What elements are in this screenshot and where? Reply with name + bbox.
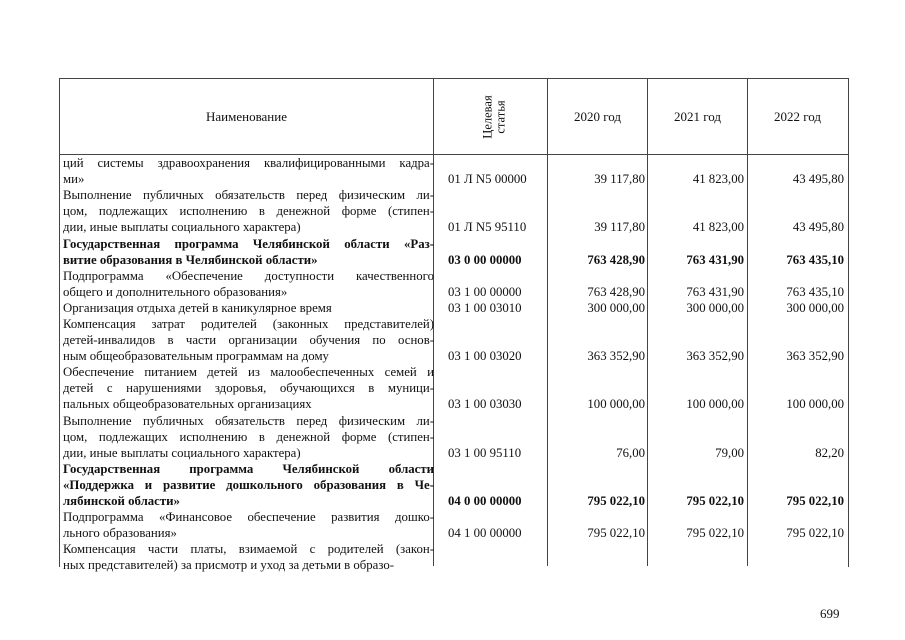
- row-2021: 795 022,10: [686, 526, 744, 541]
- header-2022: 2022 год: [774, 108, 821, 124]
- row-code: 03 1 00 95110: [448, 445, 522, 460]
- header-article: [444, 79, 546, 154]
- row-code: 01 Л N5 95110: [448, 220, 527, 235]
- row-name-line: льного образования»: [63, 526, 177, 541]
- row-name-line: Обеспечение питанием детей из малообеспеченных семей и: [63, 365, 434, 380]
- row-name-line: Компенсация части платы, взимаемой с родителей (закон-: [63, 542, 434, 557]
- row-name-line: Компенсация затрат родителей (законных представителей): [63, 317, 434, 331]
- row-2021: 100 000,00: [686, 397, 744, 412]
- row-name-line: ных представителей) за присмотр и уход за детьми в образо-: [63, 558, 395, 573]
- table-row: [60, 300, 846, 316]
- row-2020: 39 117,80: [594, 172, 645, 187]
- row-name: [63, 364, 434, 412]
- row-name-line: пальных общеобразовательных организациях: [63, 397, 312, 412]
- row-2022: 795 022,10: [786, 526, 844, 541]
- row-2020: 763 428,90: [587, 252, 645, 267]
- row-code: 04 0 00 00000: [448, 494, 522, 509]
- table-row: [60, 461, 846, 509]
- row-name-line: Государственная программа Челябинской области: [63, 461, 434, 476]
- row-code: 01 Л N5 00000: [448, 172, 527, 187]
- row-2022: 43 495,80: [792, 220, 844, 235]
- row-name: [63, 236, 434, 268]
- row-2022: 43 495,80: [792, 172, 844, 187]
- row-2021: 763 431,90: [686, 252, 744, 267]
- row-name-line: Организация отдыха детей в каникулярное время: [63, 300, 332, 315]
- row-2021: 363 352,90: [686, 349, 744, 364]
- row-name-line: общего и дополнительного образования»: [63, 284, 288, 299]
- row-name: [63, 187, 434, 235]
- row-name-line: дии, иные выплаты социального характера): [63, 445, 301, 460]
- row-name-line: цом, подлежащих исполнению в денежной форме (стипен-: [63, 204, 434, 219]
- row-2022: 763 435,10: [786, 284, 844, 299]
- row-name-line: детей-инвалидов в части организации обучения по основ-: [63, 333, 434, 348]
- row-2020: 39 117,80: [594, 220, 645, 235]
- row-name: [63, 268, 434, 300]
- row-2020: 100 000,00: [587, 397, 645, 412]
- row-2022: 795 022,10: [786, 494, 844, 509]
- header-article-line1: Целевая: [481, 94, 495, 139]
- row-name-line: витие образования в Челябинской области»: [63, 252, 318, 267]
- row-name: [63, 300, 434, 316]
- row-name-line: Выполнение публичных обязательств перед физическим ли-: [63, 188, 434, 203]
- table-row: [60, 509, 846, 541]
- row-2020: 300 000,00: [587, 300, 645, 315]
- header-2021: 2021 год: [674, 108, 721, 124]
- row-name-line: Государственная программа Челябинской области «Раз-: [63, 236, 434, 251]
- row-name: [63, 541, 434, 573]
- row-code: 03 1 00 03020: [448, 349, 522, 364]
- row-2021: 41 823,00: [692, 220, 744, 235]
- row-name-line: лябинской области»: [63, 494, 180, 509]
- row-name-line: Подпрограмма «Финансовое обеспечение развития дошко-: [63, 510, 434, 525]
- row-name-line: ми»: [63, 172, 85, 187]
- row-2021: 79,00: [715, 445, 744, 460]
- row-name: [63, 413, 434, 461]
- table-row: [60, 364, 846, 412]
- row-name-line: цом, подлежащих исполнению в денежной форме (стипен-: [63, 429, 434, 444]
- row-2022: 300 000,00: [786, 300, 844, 315]
- row-code: 03 0 00 00000: [448, 252, 522, 267]
- row-name: [63, 155, 434, 187]
- page-number: 699: [820, 606, 840, 621]
- table-row: [60, 187, 846, 235]
- row-2021: 763 431,90: [686, 284, 744, 299]
- row-name: [63, 316, 434, 364]
- row-2020: 363 352,90: [587, 349, 645, 364]
- row-name-line: Выполнение публичных обязательств перед физическим ли-: [63, 413, 434, 428]
- row-2022: 82,20: [815, 445, 844, 460]
- row-code: 03 1 00 03030: [448, 397, 522, 412]
- row-2020: 795 022,10: [587, 494, 645, 509]
- header-name: Наименование: [206, 108, 287, 124]
- row-2020: 76,00: [616, 445, 645, 460]
- row-name-line: ций системы здравоохранения квалифицированными кадра-: [63, 156, 434, 170]
- row-2020: 795 022,10: [587, 526, 645, 541]
- row-2022: 763 435,10: [786, 252, 844, 267]
- table-row: [60, 236, 846, 268]
- row-2020: 763 428,90: [587, 284, 645, 299]
- row-2021: 41 823,00: [692, 172, 744, 187]
- header-2020: 2020 год: [574, 108, 621, 124]
- row-2022: 100 000,00: [786, 397, 844, 412]
- table-row: [60, 316, 846, 364]
- row-2021: 795 022,10: [686, 494, 744, 509]
- header-article-line2: статья: [494, 99, 508, 134]
- row-code: 03 1 00 00000: [448, 284, 522, 299]
- row-2021: 300 000,00: [686, 300, 744, 315]
- row-name-line: Подпрограмма «Обеспечение доступности качественного: [63, 268, 434, 283]
- table-row: [60, 155, 846, 187]
- row-name-line: ным общеобразовательным программам на дому: [63, 349, 329, 364]
- row-2022: 363 352,90: [786, 349, 844, 364]
- row-code: 04 1 00 00000: [448, 526, 522, 541]
- row-name: [63, 509, 434, 541]
- table-row: [60, 541, 846, 573]
- row-name-line: «Поддержка и развитие дошкольного образования в Че-: [63, 477, 434, 492]
- row-name: [63, 461, 434, 509]
- row-name-line: дии, иные выплаты социального характера): [63, 220, 301, 235]
- table-row: [60, 268, 846, 300]
- row-name-line: детей с нарушениями здоровья, обучающихся в муници-: [63, 381, 434, 396]
- row-code: 03 1 00 03010: [448, 300, 522, 315]
- table-row: [60, 413, 846, 461]
